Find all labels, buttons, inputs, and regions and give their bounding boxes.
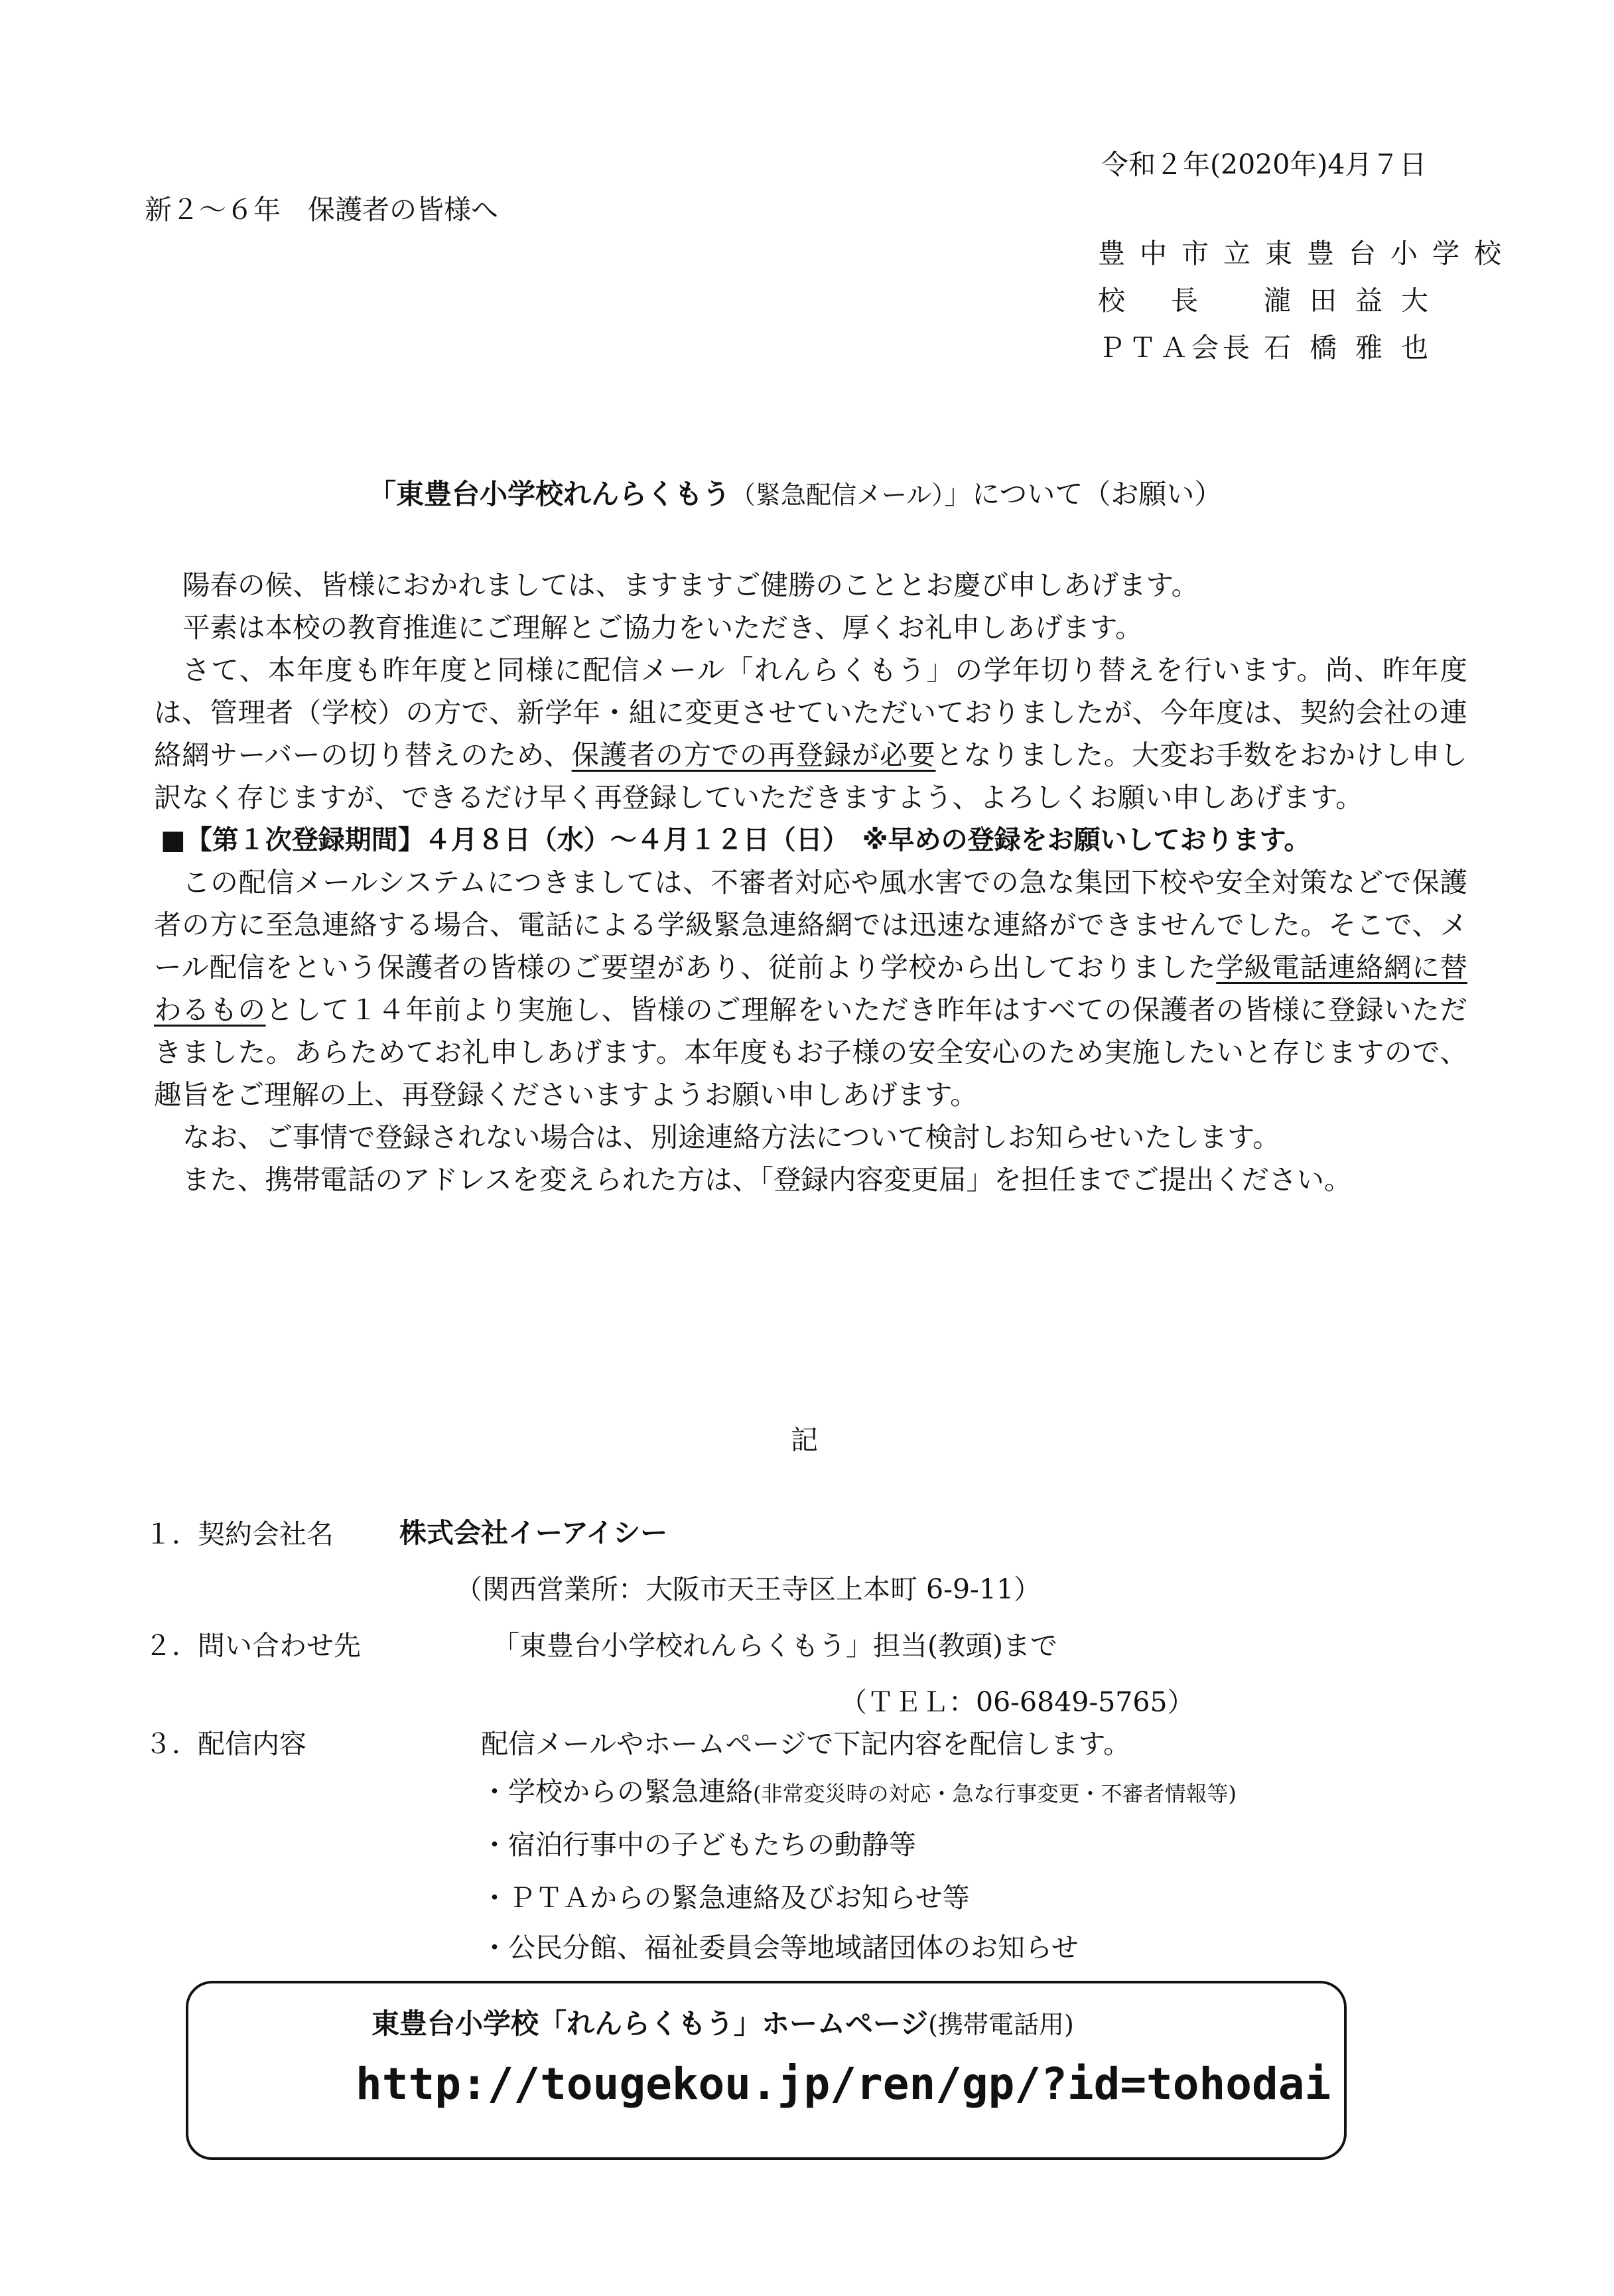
- thanks-paragraph: 平素は本校の教育推進にご理解とご協力をいただき、厚くお礼申しあげます。: [182, 611, 1143, 644]
- homepage-title-small: (携帯電話用): [928, 2010, 1074, 2039]
- reregistration-required-underlined: 保護者の方での再登録が必要: [571, 739, 936, 771]
- item-1-office: （関西営業所：大阪市天王寺区上本町 6-9-11）: [455, 1573, 1042, 1605]
- item-2-tel: （ＴＥＬ：06-6849-5765）: [840, 1686, 1195, 1718]
- recipient-line: 新２～６年 保護者の皆様へ: [145, 194, 498, 226]
- homepage-title-main: 東豊台小学校「れんらくもう」ホームページ: [371, 2007, 929, 2040]
- title-paren: （緊急配信メール）: [730, 480, 945, 510]
- address-change-paragraph: また、携帯電話のアドレスを変えられた方は、「登録内容変更届」を担任までご提出ください。: [182, 1163, 1352, 1196]
- item-1-number: １．: [145, 1518, 199, 1550]
- principal-name: 瀧田益大: [1264, 285, 1447, 317]
- title-tail: 」について（お願い）: [944, 478, 1223, 510]
- title-main: 「東豊台小学校れんらくもう: [368, 478, 731, 510]
- item-2-contact: 「東豊台小学校れんらくもう」担当(教頭)まで: [492, 1630, 1057, 1662]
- item-3-label: 配信内容: [198, 1728, 306, 1760]
- reregistration-paragraph: [154, 649, 1467, 819]
- document-date: 令和２年(2020年)4月７日: [1101, 149, 1427, 180]
- bullet-item: ・ＰＴＡからの緊急連絡及びお知らせ等: [481, 1882, 970, 1914]
- registration-period: ■【第１次登録期間】４月８日（水）～４月１２日（日） ※早めの登録をお願いしております。: [161, 825, 1311, 855]
- greeting-paragraph: 陽春の候、皆様におかれましては、ますますご健勝のこととお慶び申しあげます。: [182, 569, 1199, 601]
- reregistration-text-b: となりました。大変お手数をおかけし申し訳なく存じますが、できるだけ早く再登録していただきますよう、よろしくお願い申しあげます。: [154, 739, 1467, 814]
- system-paragraph: [154, 861, 1467, 1116]
- system-text-b: として１４年前より実施し、皆様のご理解をいただき昨年はすべての保護者の皆様に登録いただきました。あらためてお礼申しあげます。本年度もお子様の安全安心のため実施したいと存じますので、趣旨をご理解の上、再登録くださいますようお願い申しあげます。: [154, 993, 1467, 1111]
- homepage-title: [371, 2002, 1074, 2042]
- item-2-number: ２．: [145, 1630, 199, 1662]
- document-title: [368, 472, 1222, 512]
- item-1-company: 株式会社イーアイシー: [399, 1517, 668, 1549]
- reregistration-text-a: さて、本年度も昨年度と同様に配信メール「れんらくもう」の学年切り替えを行います。尚、昨年度は、管理者（学校）の方で、新学年・組に変更させていただいておりましたが、今年度は、契約会社の連絡網サーバーの切り替えのため、: [154, 654, 1467, 771]
- item-1-label: 契約会社名: [198, 1518, 334, 1550]
- item-3-description: 配信メールやホームページで下記内容を配信します。: [481, 1728, 1131, 1760]
- pta-role: ＰＴＡ会長: [1098, 332, 1254, 364]
- school-name: 豊中市立東豊台小学校: [1098, 238, 1516, 269]
- item-2-label: 問い合わせ先: [198, 1630, 361, 1662]
- principal-role: 校 長: [1098, 285, 1207, 317]
- bullet-item: ・学校からの緊急連絡(非常変災時の対応・急な行事変更・不審者情報等): [481, 1776, 1237, 1808]
- system-text-a: この配信メールシステムにつきましては、不審者対応や風水害での急な集団下校や安全対策などで保護者の方に至急連絡する場合、電話による学級緊急連絡網では迅速な連絡ができませんでした。そこで、メール配信をという保護者の皆様のご要望があり、従前より学校から出しておりました: [154, 866, 1467, 983]
- bullet-item: ・公民分館、福祉委員会等地域諸団体のお知らせ: [481, 1932, 1079, 1964]
- replacement-underlined: 学級電話連絡網に替わるもの: [154, 951, 1467, 1026]
- unregistered-paragraph: なお、ご事情で登録されない場合は、別途連絡方法について検討しお知らせいたします。: [182, 1121, 1280, 1153]
- homepage-url[interactable]: http://tougekou.jp/ren/gp/?id=tohodai: [356, 2058, 1331, 2110]
- ki-heading: 記: [791, 1424, 818, 1456]
- item-3-number: ３．: [145, 1728, 199, 1760]
- pta-name: 石橋雅也: [1264, 332, 1447, 364]
- letter-body: [154, 564, 1467, 1201]
- bullet-item: ・宿泊行事中の子どもたちの動静等: [481, 1829, 916, 1861]
